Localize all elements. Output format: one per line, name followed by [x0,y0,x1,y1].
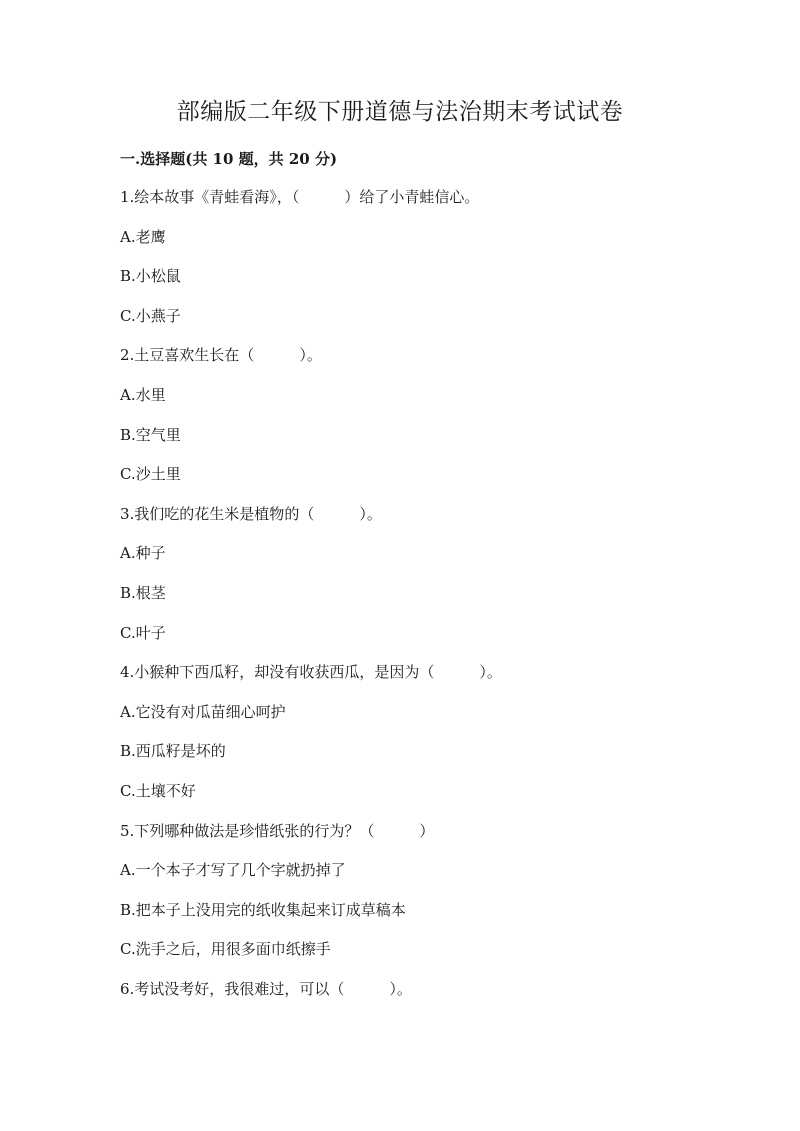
answer-option: C.叶子 [120,623,166,642]
answer-option: C.土壤不好 [120,781,196,800]
answer-option: C.小燕子 [120,306,181,325]
section-heading: 一.选择题(共 10 题，共 20 分) [120,150,338,168]
answer-option: A.一个本子才写了几个字就扔掉了 [120,861,346,880]
answer-option: B.小松鼠 [120,267,181,286]
answer-option: A.它没有对瓜苗细心呵护 [120,702,286,721]
answer-option: B.西瓜籽是坏的 [120,742,226,761]
question-stem: 3.我们吃的花生米是植物的（ ）。 [120,504,382,523]
question-list [120,186,720,1017]
answer-option: B.把本子上没用完的纸收集起来订成草稿本 [120,900,406,919]
answer-option: B.空气里 [120,425,181,444]
page-title: 部编版二年级下册道德与法治期末考试试卷 [176,99,624,125]
answer-option: A.水里 [120,385,166,404]
answer-option: C.沙土里 [120,465,181,484]
answer-option: C.洗手之后，用很多面巾纸擦手 [120,940,331,959]
question-stem: 5.下列哪种做法是珍惜纸张的行为？（ ） [120,821,435,840]
answer-option: A.老鹰 [120,227,166,246]
answer-option: A.种子 [120,544,166,563]
question-stem: 1.绘本故事《青蛙看海》，（ ）给了小青蛙信心。 [120,188,480,206]
question-stem: 6.考试没考好，我很难过，可以（ ）。 [120,979,412,998]
question-stem: 2.土豆喜欢生长在（ ）。 [120,346,322,365]
question-stem: 4.小猴种下西瓜籽，却没有收获西瓜，是因为（ ）。 [120,663,502,682]
answer-option: B.根茎 [120,583,166,602]
